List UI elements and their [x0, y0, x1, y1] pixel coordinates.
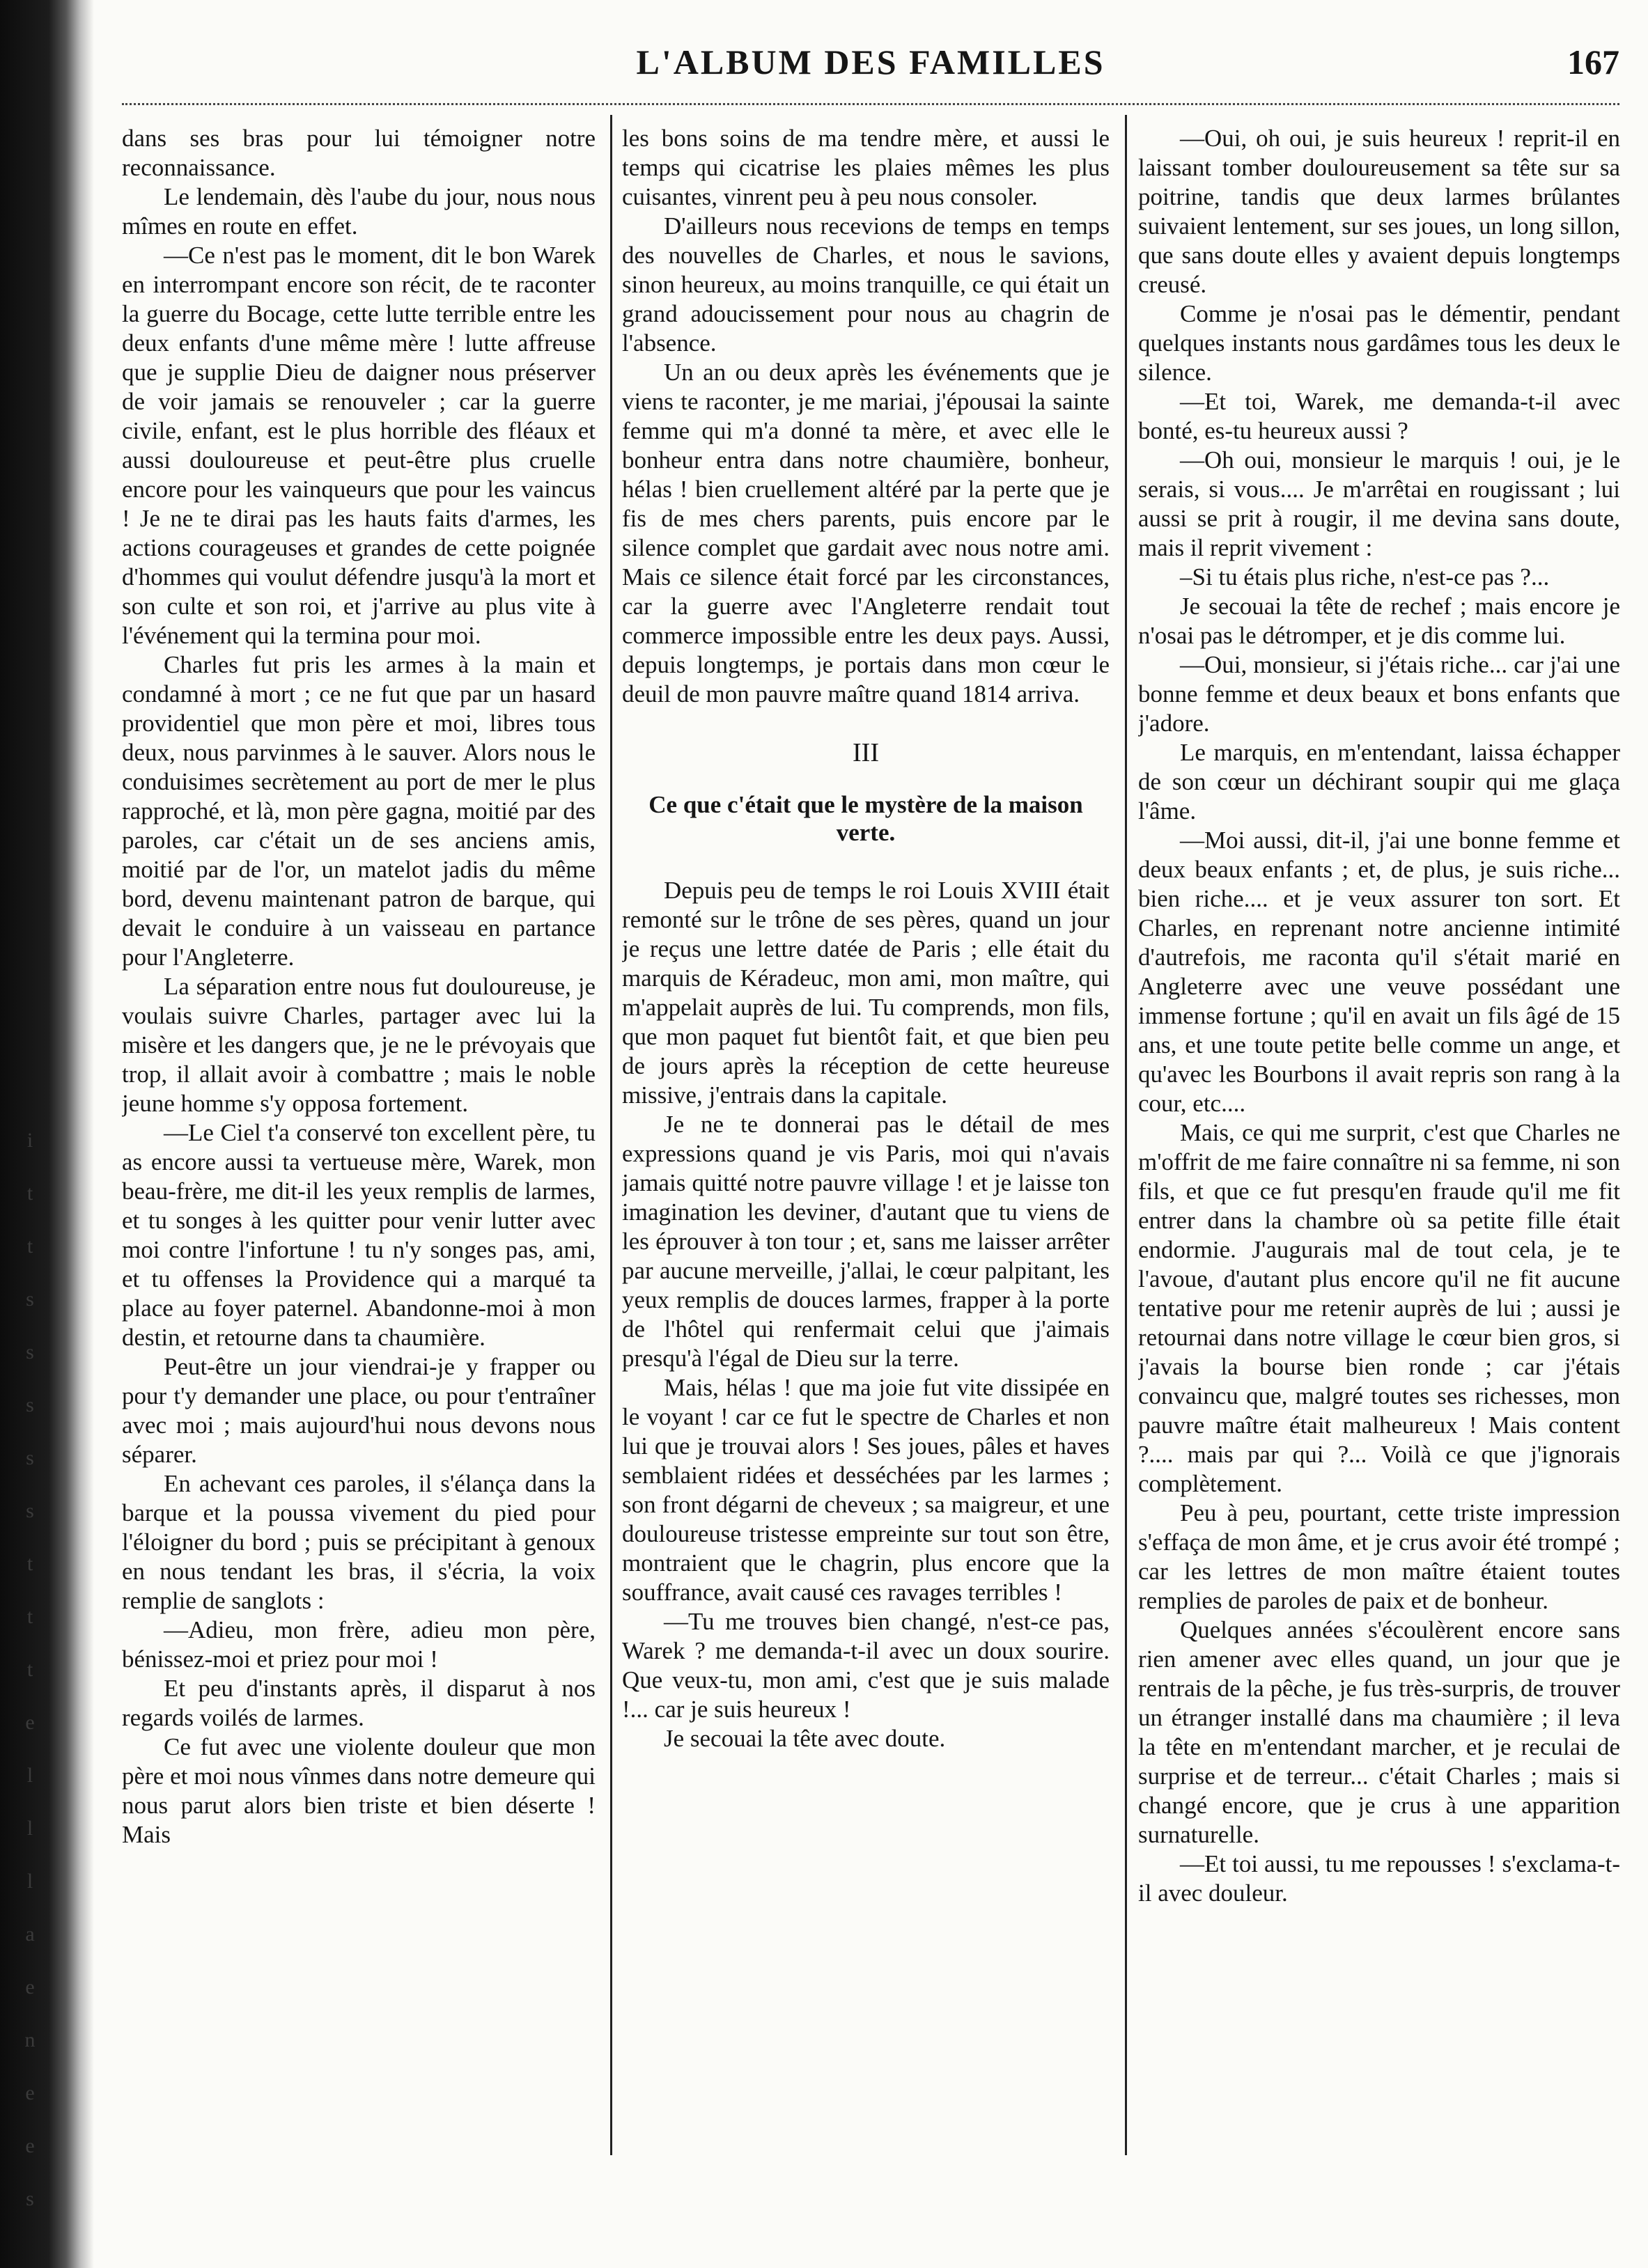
margin-fragment: l — [26, 1764, 33, 1787]
text-column-3 — [1138, 124, 1620, 2143]
margin-fragment: t — [26, 1552, 33, 1575]
paragraph: —Ce n'est pas le moment, dit le bon Warek en interrompant encore son récit, de te raconter la guerre du Bocage, cette lutte terrible entre les deux enfants d'une même mère ! lutte affreuse que je supplie Dieu de daigner nous préserver de voir jamais se renouveler ; car la guerre civile, enfant, est le plus horrible des fléaux et aussi douloureuse et peut-être plus cruelle encore pour les vainqueurs que pour les vaincus ! Je ne te dirai pas les hauts faits d'armes, les actions courageuses et grandes de cette poignée d'hommes qui voulut défendre jusqu'à la mort et son culte et son roi, et j'arrive au plus vite à l'événement qui la termina pour moi. — [122, 242, 596, 649]
margin-fragment: e — [25, 2134, 35, 2157]
margin-fragment: s — [26, 2187, 34, 2210]
paragraph: Je secouai la tête de rechef ; mais encore je n'osai pas le détromper, et je dis comme lui. — [1138, 593, 1620, 649]
page-number: 167 — [1567, 42, 1619, 81]
paragraph: —Oui, oh oui, je suis heureux ! reprit-il en laissant tomber douloureusement sa tête sur sa poitrine, tandis que deux larmes brûlantes suivaient lentement, sur ses joues, un long sillon, que sans doute elles y avaient depuis longtemps creusé. — [1138, 125, 1620, 298]
page-header — [122, 42, 1619, 101]
margin-fragment: e — [25, 1711, 35, 1734]
section-number: III — [853, 738, 879, 767]
margin-fragment: t — [26, 1605, 33, 1628]
margin-fragment: s — [26, 1446, 34, 1469]
paragraph: Quelques années s'écoulèrent encore sans rien amener avec elles quand, un jour que je rentrais de la pêche, je fus très-surpris, de trouver un étranger installé dans ma chaumière ; il leva la tête en m'entendant marcher, et je reculai de surprise et de terreur... c'était Charles ; mais si changé encore, que je crus à une apparition surnaturelle. — [1138, 1616, 1620, 1848]
margin-fragment: s — [26, 1340, 34, 1363]
paragraph: En achevant ces paroles, il s'élança dans la barque et la poussa vivement du pied pour l'éloigner du bord ; puis se précipitant à genoux en nous tendant les bras, il s'écria, la voix remplie de sanglots : — [122, 1470, 596, 1614]
paragraph: Mais, ce qui me surprit, c'est que Charles ne m'offrit de me faire connaître ni sa femme, ni son fils, et que ce fut presqu'en fraude qu'il me fit entrer dans la chambre où sa petite fille était endormie. J'augurais mal de tout cela, je te l'avoue, d'autant plus encore qu'il ne fit aucune tentative pour me retenir auprès de lui ; aussi je retournai dans notre village le cœur bien gros, si j'avais la bourse bien ronde ; car j'étais convaincu que, malgré toutes ses richesses, mon pauvre maître était malheureux ! Mais content ?.... mais par qui ?... Voilà ce que j'ignorais complètement. — [1138, 1119, 1620, 1497]
paragraph: Mais, hélas ! que ma joie fut vite dissipée en le voyant ! car ce fut le spectre de Charles et non lui que je trouvai alors ! Ses joues, pâles et haves semblaient ridées et desséchées par les larmes ; son front dégarni de cheveux ; sa maigreur, et une douloureuse tristesse empreinte sur tout son être, montraient que le chagrin, plus encore que la souffrance, avait causé ces ravages terribles ! — [622, 1374, 1110, 1606]
margin-fragment: l — [26, 1870, 33, 1893]
margin-fragment: e — [25, 1976, 35, 1999]
text-column-2 — [622, 124, 1110, 2143]
paragraph: —Adieu, mon frère, adieu mon père, bénissez-moi et priez pour moi ! — [122, 1616, 596, 1673]
margin-fragment: t — [26, 1182, 33, 1205]
text-column-1 — [122, 124, 596, 2143]
paragraph: les bons soins de ma tendre mère, et aussi le temps qui cicatrise les plaies mêmes les plus cuisantes, vinrent peu à peu nous consoler. — [622, 125, 1110, 210]
running-title: L'ALBUM DES FAMILLES — [636, 42, 1105, 81]
paragraph: Comme je n'osai pas le démentir, pendant quelques instants nous gardâmes tous les deux le silence. — [1138, 300, 1620, 386]
paragraph: Depuis peu de temps le roi Louis XVIII était remonté sur le trône de ses pères, quand un jour je reçus une lettre datée de Paris ; elle était du marquis de Kéradeuc, mon ami, mon maître, qui m'appelait auprès de lui. Tu comprends, mon fils, que mon paquet fut bientôt fait, et que bien peu de jours après la réception de cette heureuse missive, j'entrais dans la capitale. — [622, 877, 1110, 1109]
margin-fragment: s — [26, 1288, 34, 1311]
paragraph: —Le Ciel t'a conservé ton excellent père, tu as encore aussi ta vertueuse mère, Warek, mon beau-frère, me dit-il les yeux remplis de larmes, et tu songes à les quitter pour venir lutter avec moi contre l'infortune ! tu n'y songes pas, ami, et tu offenses la Providence qui a marqué ta place au foyer paternel. Abandonne-moi à mon destin, et retourne dans ta chaumière. — [122, 1119, 596, 1351]
paragraph: —Moi aussi, dit-il, j'ai une bonne femme et deux beaux enfants ; et, de plus, je suis riche... bien riche.... et je veux assurer ton sort. Et Charles, en reprenant notre ancienne intimité d'autrefois, me raconta qu'il s'était marié en Angleterre avec une veuve possédant une immense fortune ; qu'il en avait un fils âgé de 15 ans, et une toute petite belle comme un ange, et qu'avec les Bourbons il avait repris son rang à la cour, etc.... — [1138, 827, 1620, 1117]
paragraph: Un an ou deux après les événements que je viens te raconter, je me mariai, j'épousai la sainte femme qui m'a donné ta mère, et avec elle le bonheur entra dans notre chaumière, bonheur, hélas ! bien cruellement altéré par la perte que je fis de mes chers parents, puis encore par le silence complet que gardait avec nous notre ami. Mais ce silence était forcé par les circonstances, car la guerre avec l'Angleterre rendait tout commerce impossible entre les deux pays. Aussi, depuis longtemps, je portais dans mon cœur le deuil de mon pauvre maître quand 1814 arriva. — [622, 359, 1110, 707]
paragraph: –Si tu étais plus riche, n'est-ce pas ?... — [1180, 563, 1550, 591]
margin-fragments — [6, 1114, 54, 2226]
margin-fragment: i — [26, 1129, 33, 1152]
margin-fragment: t — [26, 1235, 33, 1258]
paragraph: D'ailleurs nous recevions de temps en temps des nouvelles de Charles, et nous le savions, sinon heureux, au moins tranquille, ce qui était un grand adoucissement pour nous au chagrin de l'absence. — [622, 212, 1110, 357]
margin-fragment: e — [25, 2081, 35, 2104]
paragraph: Le lendemain, dès l'aube du jour, nous nous mîmes en route en effet. — [122, 183, 596, 240]
paragraph: Je ne te donnerai pas le détail de mes expressions quand je vis Paris, moi qui n'avais jamais quitté notre pauvre village ! et je laisse ton imagination les deviner, d'autant que tu viens de les éprouver à ton tour ; et, sans me laisser arrêter par aucune merveille, j'allai, le cœur palpitant, les yeux remplis de douces larmes, frapper à la porte de l'hôtel qui renfermait celui que j'aimais presqu'à l'égal de Dieu sur la terre. — [622, 1111, 1110, 1372]
margin-fragment: s — [26, 1393, 34, 1416]
paragraph: Et peu d'instants après, il disparut à nos regards voilés de larmes. — [122, 1675, 596, 1731]
paragraph: —Tu me trouves bien changé, n'est-ce pas, Warek ? me demanda-t-il avec un doux sourire. Que veux-tu, mon ami, c'est que je suis malade !... car je suis heureux ! — [622, 1608, 1110, 1723]
paragraph: —Oh oui, monsieur le marquis ! oui, je le serais, si vous.... Je m'arrêtai en rougissant ; lui aussi se prit à rougir, il me devina sans doute, mais il reprit vivement : — [1138, 446, 1620, 561]
section-title: Ce que c'était que le mystère de la maison verte. — [648, 791, 1083, 846]
paragraph: Le marquis, en m'entendant, laissa échapper de son cœur un déchirant soupir qui me glaça l'âme. — [1138, 739, 1620, 824]
paragraph: Ce fut avec une violente douleur que mon père et moi nous vînmes dans notre demeure qui nous parut alors bien triste et bien déserte ! Mais — [122, 1733, 596, 1848]
paragraph: Charles fut pris les armes à la main et condamné à mort ; ce ne fut que par un hasard providentiel que mon père et moi, libres tous deux, nous parvinmes à le sauver. Alors nous le conduisimes secrètement au port de mer le plus rapproché, et là, mon père gagna, moitié par des paroles, car c'était un de ses anciens amis, moitié par de l'or, un matelot jadis du même bord, devenu maintenant patron de barque, qui devait le conduire à un vaisseau en partance pour l'Angleterre. — [122, 651, 596, 971]
paragraph: Peut-être un jour viendrai-je y frapper ou pour t'y demander une place, ou pour t'entraîner avec moi ; mais aujourd'hui nous devons nous séparer. — [122, 1353, 596, 1468]
paragraph: La séparation entre nous fut douloureuse, je voulais suivre Charles, partager avec lui la misère et les dangers que, je ne le prévoyais que trop, il allait avoir à combattre ; mais le noble jeune homme s'y opposa fortement. — [122, 973, 596, 1117]
margin-fragment: l — [26, 1817, 33, 1840]
margin-fragment: n — [24, 2028, 36, 2051]
header-rule — [122, 103, 1619, 105]
paragraph: —Oui, monsieur, si j'étais riche... car j'ai une bonne femme et deux beaux et bons enfants que j'adore. — [1138, 651, 1620, 737]
paragraph: —Et toi aussi, tu me repousses ! s'exclama-t-il avec douleur. — [1138, 1850, 1620, 1907]
paragraph: Peu à peu, pourtant, cette triste impression s'effaça de mon âme, et je crus avoir été trompé ; car les lettres de mon maître étaient toutes remplies de paroles de paix et de bonheur. — [1138, 1499, 1620, 1614]
paragraph: Je secouai la tête avec doute. — [664, 1725, 946, 1752]
column-rule — [1125, 115, 1127, 2155]
margin-fragment: a — [25, 1923, 35, 1946]
margin-fragment: s — [26, 1499, 34, 1522]
paragraph: —Et toi, Warek, me demanda-t-il avec bonté, es-tu heureux aussi ? — [1138, 388, 1620, 444]
paragraph: dans ses bras pour lui témoigner notre reconnaissance. — [122, 125, 596, 181]
column-rule — [610, 115, 612, 2155]
margin-fragment: t — [26, 1658, 33, 1681]
